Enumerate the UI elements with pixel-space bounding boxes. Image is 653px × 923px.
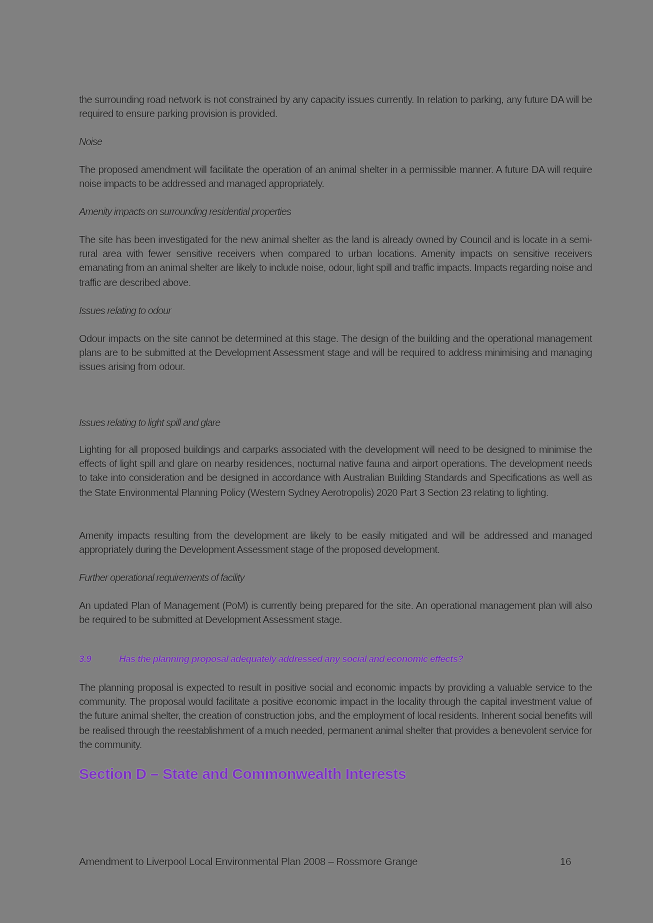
subheading-light-spill: Issues relating to light spill and glare xyxy=(79,418,221,429)
question-text: Has the planning proposal adequately addressed any social and economic effects? xyxy=(119,654,464,665)
footer-title: Amendment to Liverpool Local Environmental Plan 2008 – Rossmore Grange xyxy=(79,856,418,868)
paragraph-lighting: Lighting for all proposed buildings and carparks associated with the development will need to be designed to minimise the effects of light spill and glare on nearby residences, nocturnal native fauna and airport operations. The development needs to take into consideration and be designed in accordance with Australian Building Standards and Specifications as well as the State Environmental Planning Policy (Western Sydney Aerotropolis) 2020 Part 3 Section 23 relating to lighting. xyxy=(79,445,592,499)
page-footer xyxy=(79,856,571,868)
paragraph-odour: Odour impacts on the site cannot be determined at this stage. The design of the building and the operational management plans are to be submitted at the Development Assessment stage and will be required to address minimising and managing issues arising from odour. xyxy=(79,334,592,374)
section-heading: Section D – State and Commonwealth Interests xyxy=(79,766,407,783)
subheading-amenity: Amenity impacts on surrounding residential properties xyxy=(79,207,291,218)
question-number: 3.9 xyxy=(79,654,92,665)
paragraph-social-economic: The planning proposal is expected to result in positive social and economic impacts by providing a valuable service to the community. The proposal would facilitate a positive economic impact in the locality through the capital investment value of the future animal shelter, the creation of construction jobs, and the employment of local residents. Inherent social benefits will be realised through the reestablishment of a much needed, permanent animal shelter that provides a benevolent service for the community. xyxy=(79,683,592,751)
page-number: 16 xyxy=(559,856,571,868)
subheading-operational: Further operational requirements of facility xyxy=(79,573,245,584)
paragraph-amenity: The site has been investigated for the new animal shelter as the land is already owned by Council and is locate in a semi-rural area with fewer sensitive receivers when compared to urban locations. Amenity impacts on sensitive receivers emanating from an animal shelter are likely to include noise, odour, light spill and traffic impacts. Impacts regarding noise and traffic are described above. xyxy=(79,235,592,289)
paragraph-noise: The proposed amendment will facilitate the operation of an animal shelter in a permissible manner. A future DA will require noise impacts to be addressed and managed appropriately. xyxy=(79,165,592,191)
paragraph-amenity-mitigation: Amenity impacts resulting from the development are likely to be easily mitigated and will be addressed and managed appropriately during the Development Assessment stage of the proposed development. xyxy=(79,531,592,557)
paragraph-parking: the surrounding road network is not constrained by any capacity issues currently. In relation to parking, any future DA will be required to ensure parking provision is provided. xyxy=(79,95,592,121)
subheading-odour: Issues relating to odour xyxy=(79,306,171,317)
paragraph-operational: An updated Plan of Management (PoM) is currently being prepared for the site. An operational management plan will also be required to be submitted at Development Assessment stage. xyxy=(79,601,592,627)
subheading-noise: Noise xyxy=(79,137,103,148)
question-heading xyxy=(79,654,592,665)
